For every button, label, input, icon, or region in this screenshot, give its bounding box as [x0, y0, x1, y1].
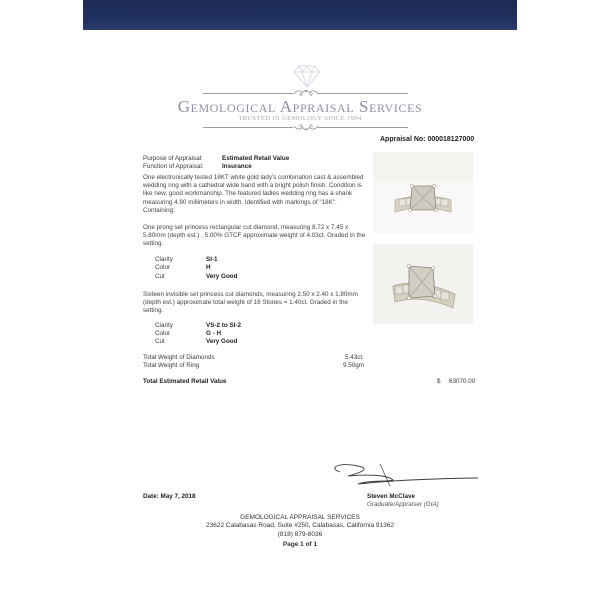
- appraiser-name: Steven McClave: [367, 493, 415, 500]
- ring-description: One electronically tested 18KT white gold lady's combination cast & assembled wedding ring with a cathedral wide band with a bright polish finish. Condition is like new, good workmanship. The featured ladies wedding ring has a shank measuring 4.90 millimeters in width. Identified with markings of "18K". Containing:: [143, 174, 364, 214]
- function-label: Function of Appraisal:: [143, 163, 204, 170]
- ring-angle-image: [373, 244, 473, 324]
- header-bar: [83, 0, 517, 30]
- center-cut-value: Very Good: [206, 273, 238, 280]
- side-color-label: Color: [155, 330, 171, 337]
- brand-tagline: TRUSTED IN GEMOLOGY SINCE 1994: [238, 115, 362, 122]
- ring-photo-angle: [373, 244, 473, 324]
- total-ring-label: Total Weight of Ring: [143, 362, 200, 369]
- side-clarity-label: Clarity: [155, 322, 173, 329]
- footer-company: GEMOLOGICAL APPRAISAL SERVICES: [240, 514, 360, 521]
- center-clarity-label: Clarity: [155, 256, 173, 263]
- appraiser-title: Graduate/Appraiser (GIA): [367, 501, 439, 508]
- logo-rule-bottom-right: [318, 127, 408, 128]
- center-cut-label: Cut: [155, 273, 165, 280]
- flourish-icon: [293, 123, 319, 131]
- logo-rule-top: [203, 93, 293, 94]
- total-retail-value: 63070.00: [449, 378, 476, 385]
- side-cut-value: Very Good: [206, 338, 238, 345]
- ring-photo-front: [373, 152, 473, 234]
- center-stone-description: One prong set princess rectangular cut diamond, measuring 8.72 x 7.45 x 5.80mm (depth est.) , 5.00% GTCF approximate weight of 4.03ct. Graded in the setting.: [143, 224, 366, 248]
- footer-address: 23622 Calabasas Road, Suite #250, Calabasas, California 91362: [206, 522, 394, 529]
- total-diamonds-label: Total Weight of Diamonds: [143, 354, 215, 361]
- flourish-icon: [293, 89, 319, 97]
- side-clarity-value: VS-2 to SI-2: [206, 322, 241, 329]
- brand-title: Gemological Appraisal Services: [177, 97, 423, 116]
- center-color-label: Color: [155, 264, 171, 271]
- total-diamonds-value: 5.43ct.: [345, 354, 364, 361]
- purpose-value: Estimated Retail Value: [222, 155, 290, 162]
- side-color-value: G - H: [206, 330, 222, 337]
- side-stones-description: Sixteen invisible set princess cut diamonds, measuring 2.50 x 2.40 x 1.80mm (depth est.) approximate total weight of 16 Stones = 1.40ct. Graded in the setting.: [143, 291, 358, 315]
- signature-image: [318, 460, 478, 490]
- total-retail-currency: $: [437, 378, 441, 385]
- footer-phone: (818) 879-8036: [277, 531, 323, 538]
- function-value: Insurance: [222, 163, 252, 170]
- side-cut-label: Cut: [155, 338, 165, 345]
- center-clarity-value: SI-1: [206, 256, 218, 263]
- page-indicator: Page 1 of 1: [282, 541, 318, 548]
- total-ring-value: 9.50gm: [343, 362, 365, 369]
- ring-front-image: [373, 152, 473, 234]
- total-retail-label: Total Estimated Retail Value: [143, 378, 227, 385]
- logo-rule-top-right: [318, 93, 408, 94]
- appraisal-number: Appraisal No: 000018127000: [380, 136, 475, 143]
- logo-rule-bottom: [203, 127, 293, 128]
- center-color-value: H: [206, 264, 211, 271]
- purpose-label: Purpose of Appraisal:: [143, 155, 203, 162]
- diamond-icon: [293, 64, 321, 88]
- appraisal-date: Date: May 7, 2018: [143, 493, 196, 500]
